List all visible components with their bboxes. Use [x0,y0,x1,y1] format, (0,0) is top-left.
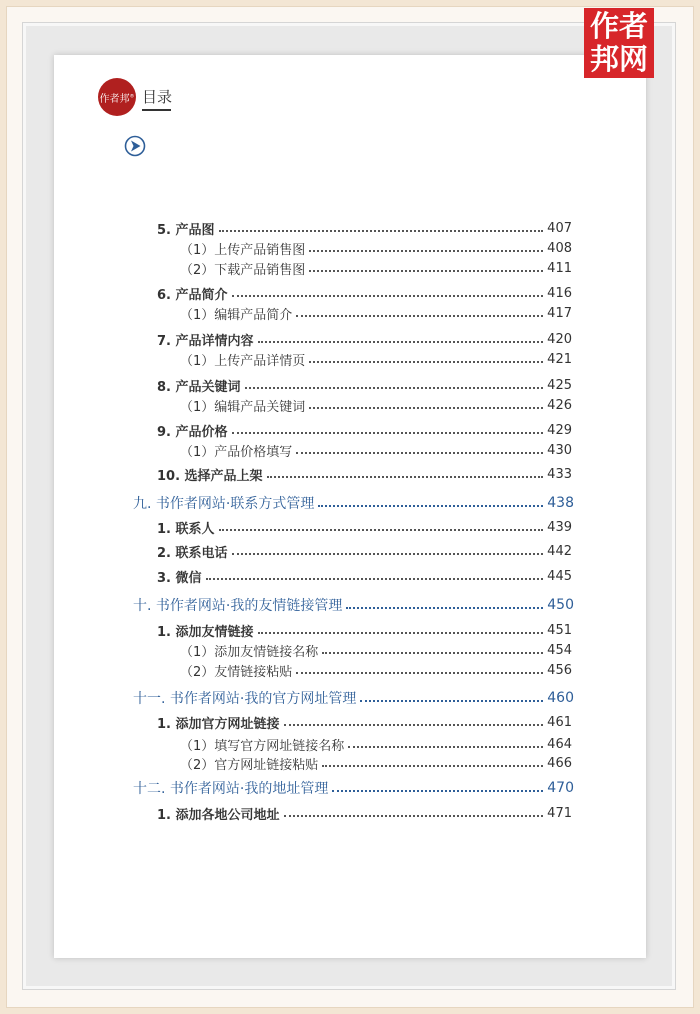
toc-entry-label: （1）产品价格填写 [180,444,293,460]
toc-entry-page: 439 [547,519,572,535]
toc-chapter-row[interactable] [133,595,574,615]
toc-leader-dots [219,230,544,232]
toc-subsection-row[interactable] [180,349,572,369]
toc-section-row[interactable] [157,375,572,395]
toc-entry-page: 460 [547,690,574,706]
toc-leader-dots [348,746,543,748]
toc-section-row[interactable] [157,541,572,561]
toc-entry-label: （2）官方网址链接粘贴 [180,757,319,773]
toc-entry-page: 407 [547,220,572,236]
toc-entry-label: 十一. 书作者网站·我的官方网址管理 [133,691,357,707]
toc-section-row[interactable] [157,620,572,640]
toc-section-row[interactable] [157,218,572,238]
toc-section-row[interactable] [157,283,572,303]
toc-subsection-row[interactable] [180,238,572,258]
toc-entry-label: 9. 产品价格 [157,424,228,440]
toc-entry-page: 425 [547,377,572,393]
toc-entry-page: 442 [547,543,572,559]
toc-leader-dots [232,295,544,297]
toc-subsection-row[interactable] [180,440,572,460]
toc-chapter-row[interactable] [133,778,574,798]
toc-entry-label: （2）下载产品销售图 [180,262,306,278]
toc-entry-page: 426 [547,397,572,413]
toc-entry-label: 10. 选择产品上架 [157,468,263,484]
toc-subsection-row[interactable] [180,395,572,415]
toc-leader-dots [309,250,543,252]
toc-chapter-row[interactable] [133,493,574,513]
toc-entry-label: 1. 添加友情链接 [157,624,254,640]
toc-section-row[interactable] [157,517,572,537]
toc-heading: 目录 [142,88,173,106]
brand-logo-line1: 作者 [589,9,648,43]
toc-leader-dots [309,361,543,363]
toc-subsection-row[interactable] [180,258,572,278]
toc-entry-label: 8. 产品关键词 [157,379,241,395]
toc-entry-label: 3. 微信 [157,570,202,586]
toc-leader-dots [258,632,544,634]
toc-subsection-row[interactable] [180,640,572,660]
toc-entry-label: （1）上传产品销售图 [180,242,306,258]
toc-leader-dots [322,652,543,654]
toc-entry-page: 461 [547,714,572,730]
toc-leader-dots [219,529,544,531]
toc-leader-dots [267,476,544,478]
toc-entry-page: 454 [547,642,572,658]
toc-entry-page: 416 [547,285,572,301]
toc-entry-label: 1. 添加官方网址链接 [157,716,280,732]
toc-section-row[interactable] [157,329,572,349]
toc-entry-label: 1. 添加各地公司地址 [157,807,280,823]
toc-leader-dots [346,607,543,609]
toc-section-row[interactable] [157,464,572,484]
toc-section-row[interactable] [157,803,572,823]
toc-leader-dots [296,315,543,317]
toc-entry-label: （1）编辑产品关键词 [180,399,306,415]
toc-subsection-row[interactable] [180,753,572,773]
toc-entry-label: （2）友情链接粘贴 [180,664,293,680]
toc-section-row[interactable] [157,712,572,732]
toc-entry-label: 十. 书作者网站·我的友情链接管理 [133,598,343,614]
toc-leader-dots [309,270,543,272]
toc-entry-page: 408 [547,240,572,256]
toc-section-row[interactable] [157,420,572,440]
toc-leader-dots [296,672,543,674]
toc-entry-page: 429 [547,422,572,438]
toc-leader-dots [360,700,543,702]
toc-leader-dots [296,452,543,454]
toc-leader-dots [309,407,543,409]
toc-leader-dots [332,790,543,792]
toc-entry-page: 411 [547,260,572,276]
toc-entry-page: 417 [547,305,572,321]
toc-leader-dots [322,765,543,767]
toc-entry-page: 430 [547,442,572,458]
toc-entry-page: 420 [547,331,572,347]
toc-leader-dots [284,815,544,817]
seal-text: 作者邦 [99,93,130,105]
toc-entry-page: 451 [547,622,572,638]
toc-entry-label: 1. 联系人 [157,521,215,537]
toc-subsection-row[interactable] [180,734,572,754]
toc-subsection-row[interactable] [180,303,572,323]
toc-entry-label: 5. 产品图 [157,222,215,238]
toc-entry-label: 2. 联系电话 [157,545,228,561]
toc-entry-page: 433 [547,466,572,482]
toc-leader-dots [318,505,543,507]
toc-leader-dots [206,578,544,580]
toc-entry-label: 十二. 书作者网站·我的地址管理 [133,781,329,797]
seal-mark: ® [129,93,135,100]
toc-subsection-row[interactable] [180,660,572,680]
toc-entry-page: 421 [547,351,572,367]
toc-entry-page: 456 [547,662,572,678]
toc-entry-label: 7. 产品详情内容 [157,333,254,349]
toc-entry-label: 6. 产品简介 [157,287,228,303]
toc-leader-dots [232,432,544,434]
toc-leader-dots [258,341,544,343]
toc-entry-page: 471 [547,805,572,821]
toc-entry-label: （1）填写官方网址链接名称 [180,738,345,754]
toc-entry-label: （1）添加友情链接名称 [180,644,319,660]
toc-section-row[interactable] [157,566,572,586]
toc-entry-page: 445 [547,568,572,584]
toc-leader-dots [284,724,544,726]
toc-entry-page: 470 [547,780,574,796]
toc-entry-label: （1）编辑产品简介 [180,307,293,323]
toc-entry-page: 466 [547,755,572,771]
brand-logo-line2: 邦网 [589,42,648,76]
toc-leader-dots [245,387,544,389]
toc-entry-label: 九. 书作者网站·联系方式管理 [133,496,315,512]
toc-entry-label: （1）上传产品详情页 [180,353,306,369]
toc-entry-page: 464 [547,736,572,752]
toc-leader-dots [232,553,544,555]
toc-entry-page: 450 [547,597,574,613]
toc-entry-page: 438 [547,495,574,511]
toc-chapter-row[interactable] [133,688,574,708]
